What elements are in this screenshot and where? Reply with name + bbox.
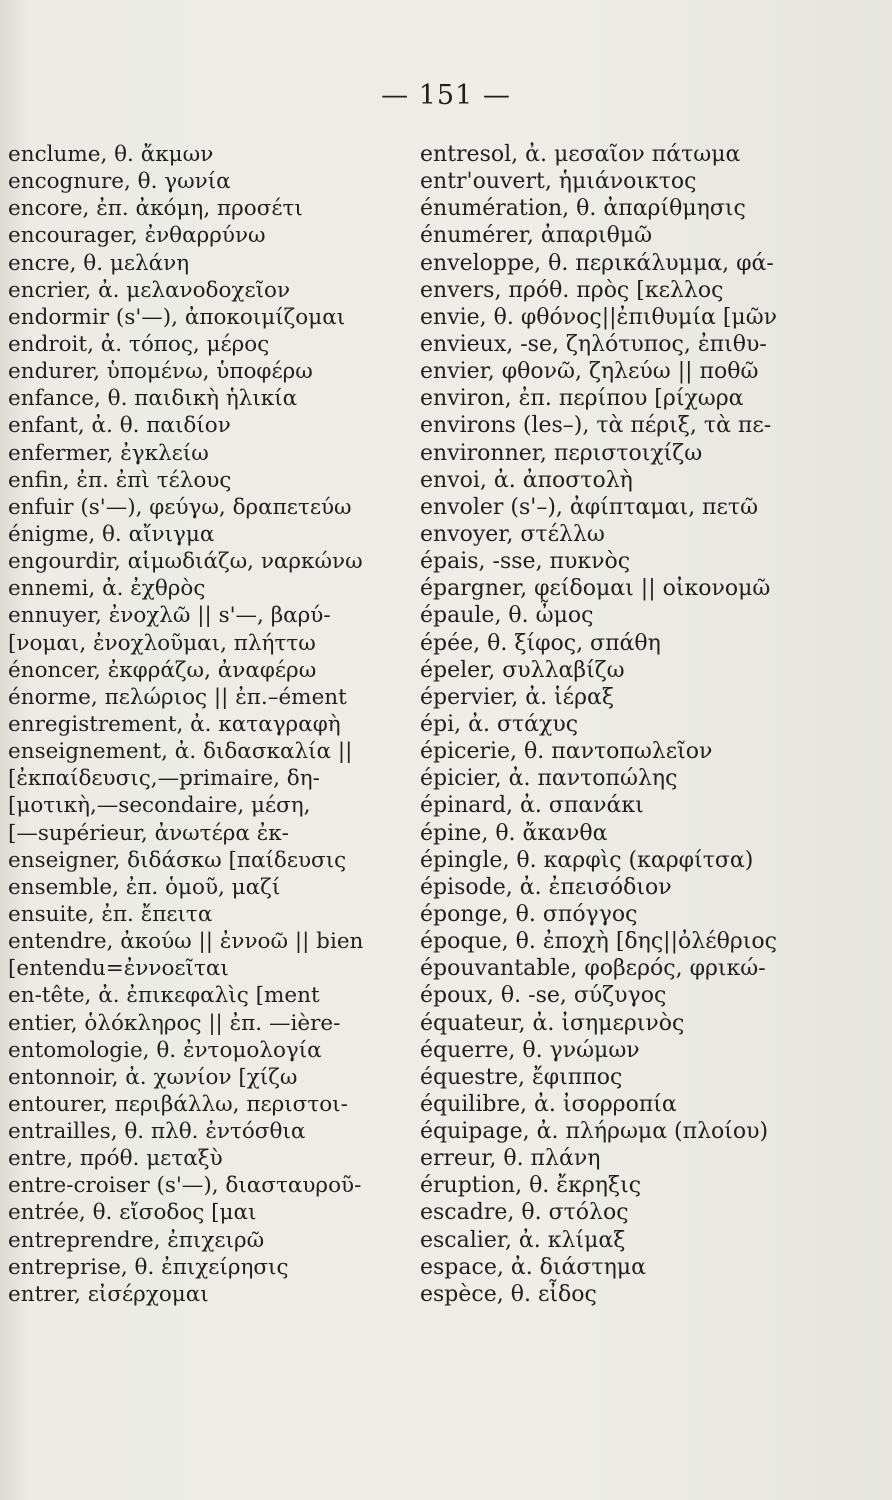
dictionary-entry: épargner, φείδομαι || οἰκονομῶ	[420, 576, 771, 602]
dictionary-entry: entrée, θ. εἴσοδος [μαι	[8, 1200, 257, 1226]
dictionary-entry: épi, ἀ. στάχυς	[420, 711, 579, 737]
dictionary-entry: épingle, θ. καρφὶς (καρφίτσα)	[420, 847, 754, 873]
dictionary-entry: [ἐκπαίδευσις,—primaire, δη-	[8, 766, 320, 792]
dictionary-entry: énumération, θ. ἀπαρίθμησις	[420, 196, 746, 222]
dictionary-entry: épaule, θ. ὦμος	[420, 603, 594, 629]
dictionary-entry: entre-croiser (s'—), διασταυροῦ-	[8, 1173, 362, 1199]
dictionary-entry: encourager, ἐνθαρρύνω	[8, 223, 266, 249]
dictionary-entry: épinard, ἀ. σπανάκι	[420, 793, 644, 819]
dictionary-entry: endroit, ἀ. τόπος, μέρος	[8, 331, 270, 357]
dictionary-entry: engourdir, αἱμωδιάζω, ναρκώνω	[8, 549, 363, 575]
dictionary-entry: énumérer, ἀπαριθμῶ	[420, 223, 653, 249]
dictionary-entry: épeler, συλλαβίζω	[420, 657, 625, 683]
dictionary-entry: entomologie, θ. ἐντομολογία	[8, 1037, 322, 1063]
dictionary-entry: espèce, θ. εἶδος	[420, 1281, 597, 1307]
dictionary-entry: encre, θ. μελάνη	[8, 250, 190, 276]
dictionary-entry: entrer, εἰσέρχομαι	[8, 1281, 209, 1307]
dictionary-entry: encore, ἐπ. ἀκόμη, προσέτι	[8, 196, 303, 222]
dictionary-entry: éponge, θ. σπόγγος	[420, 901, 638, 927]
dictionary-entry: environ, ἐπ. περίπου [ρίχωρα	[420, 386, 744, 412]
dictionary-entry: encognure, θ. γωνία	[8, 169, 231, 195]
dictionary-entry: envers, πρόθ. πρὸς [κελλος	[420, 277, 724, 303]
dictionary-entry: épée, θ. ξίφος, σπάθη	[420, 630, 661, 656]
dictionary-entry: espace, ἀ. διάστημα	[420, 1254, 646, 1280]
dictionary-entry: énorme, πελώριος || ἐπ.–ément	[8, 684, 347, 710]
dictionary-entry: entier, ὁλόκληρος || ἐπ. —ière-	[8, 1010, 341, 1036]
dictionary-entry: épais, -sse, πυκνὸς	[420, 549, 631, 575]
dictionary-entry: enregistrement, ἀ. καταγραφὴ	[8, 711, 341, 737]
dictionary-entry: erreur, θ. πλάνη	[420, 1146, 601, 1172]
dictionary-entry: énigme, θ. αἴνιγμα	[8, 521, 215, 547]
dictionary-entry: enclume, θ. ἄκμων	[8, 142, 214, 167]
dictionary-entry: envier, φθονῶ, ζηλεύω || ποθῶ	[420, 359, 759, 385]
dictionary-entry: envie, θ. φθόνος||ἐπιθυμία [μῶν	[420, 304, 778, 330]
dictionary-entry: enseignement, ἀ. διδασκαλία ||	[8, 739, 353, 765]
dictionary-entry: environner, περιστοιχίζω	[420, 440, 703, 466]
page-number: — 151 —	[381, 80, 511, 111]
left-column	[8, 141, 408, 1308]
dictionary-entry: ennuyer, ἐνοχλῶ || s'—, βαρύ-	[8, 603, 331, 629]
right-column	[420, 141, 820, 1308]
dictionary-entry: épicerie, θ. παντοπωλεῖον	[420, 739, 713, 765]
dictionary-entry: épervier, ἀ. ἱέραξ	[420, 684, 614, 710]
dictionary-entry: enfance, θ. παιδικὴ ἡλικία	[8, 386, 298, 412]
dictionary-entry: entresol, ἀ. μεσαῖον πάτωμα	[420, 142, 741, 167]
dictionary-entry: équilibre, ἀ. ἰσορροπία	[420, 1091, 677, 1117]
dictionary-entry: en-tête, ἀ. ἐπικεφαλὶς [ment	[8, 983, 320, 1009]
dictionary-entry: entreprise, θ. ἐπιχείρησις	[8, 1254, 289, 1280]
dictionary-entry: enfant, ἀ. θ. παιδίον	[8, 413, 231, 439]
dictionary-entry: épisode, ἀ. ἐπεισόδιον	[420, 874, 672, 900]
dictionary-entry: environs (les–), τὰ πέριξ, τὰ πε-	[420, 413, 772, 439]
dictionary-entry: enseigner, διδάσκω [παίδευσις	[8, 847, 347, 873]
dictionary-entry: ennemi, ἀ. ἐχθρὸς	[8, 576, 206, 602]
dictionary-entry: ensemble, ἐπ. ὁμοῦ, μαζί	[8, 874, 281, 900]
dictionary-entry: entourer, περιβάλλω, περιστοι-	[8, 1091, 348, 1117]
dictionary-entry: [entendu=ἐννοεῖται	[8, 956, 229, 982]
dictionary-entry: enfin, ἐπ. ἐπὶ τέλους	[8, 467, 232, 493]
dictionary-entry: enfermer, ἐγκλείω	[8, 440, 209, 466]
dictionary-entry: envoi, ἀ. ἀποστολὴ	[420, 467, 633, 493]
dictionary-entry: entendre, ἀκούω || ἐννοῶ || bien	[8, 929, 364, 955]
dictionary-entry: entrailles, θ. πλθ. ἐντόσθια	[8, 1119, 306, 1145]
dictionary-entry: éruption, θ. ἔκρηξις	[420, 1173, 642, 1199]
dictionary-entry: envoyer, στέλλω	[420, 521, 605, 547]
dictionary-entry: époux, θ. -se, σύζυγος	[420, 983, 667, 1009]
dictionary-entry: épine, θ. ἄκανθα	[420, 820, 608, 846]
dictionary-entry: envieux, -se, ζηλότυπος, ἐπιθυ-	[420, 331, 767, 357]
dictionary-entry: entre, πρόθ. μεταξὺ	[8, 1146, 223, 1172]
dictionary-entry: entr'ouvert, ἡμιάνοικτος	[420, 169, 697, 195]
dictionary-entry: épicier, ἀ. παντοπώλης	[420, 766, 678, 792]
dictionary-entry: ensuite, ἐπ. ἔπειτα	[8, 901, 213, 927]
dictionary-entry: entreprendre, ἐπιχειρῶ	[8, 1227, 265, 1253]
dictionary-entry: équipage, ἀ. πλήρωμα (πλοίου)	[420, 1119, 769, 1145]
dictionary-entry: endormir (s'—), ἀποκοιμίζομαι	[8, 304, 346, 330]
dictionary-entry: envoler (s'–), ἀφίπταμαι, πετῶ	[420, 494, 759, 520]
dictionary-entry: encrier, ἀ. μελανοδοχεῖον	[8, 277, 291, 303]
dictionary-entry: [μοτικὴ,—secondaire, μέση,	[8, 793, 311, 819]
dictionary-entry: escadre, θ. στόλος	[420, 1200, 629, 1226]
dictionary-entry: épouvantable, φοβερός, φρικώ-	[420, 956, 766, 982]
dictionary-entry: enfuir (s'—), φεύγω, δραπετεύω	[8, 494, 352, 520]
dictionary-entry: enveloppe, θ. περικάλυμμα, φά-	[420, 250, 774, 276]
dictionary-entry: équerre, θ. γνώμων	[420, 1037, 640, 1063]
dictionary-entry: entonnoir, ἀ. χωνίον [χίζω	[8, 1064, 298, 1090]
dictionary-entry: énoncer, ἐκφράζω, ἀναφέρω	[8, 657, 317, 683]
dictionary-entry: équateur, ἀ. ἰσημερινὸς	[420, 1010, 685, 1036]
dictionary-entry: endurer, ὑπομένω, ὑποφέρω	[8, 359, 313, 385]
dictionary-entry: [νομαι, ἐνοχλοῦμαι, πλήττω	[8, 630, 316, 656]
dictionary-entry: équestre, ἔφιππος	[420, 1064, 623, 1090]
dictionary-entry: époque, θ. ἐποχὴ [δης||ὀλέθριος	[420, 929, 777, 955]
dictionary-entry: [—supérieur, ἀνωτέρα ἐκ-	[8, 820, 289, 846]
dictionary-entry: escalier, ἀ. κλίμαξ	[420, 1227, 626, 1253]
